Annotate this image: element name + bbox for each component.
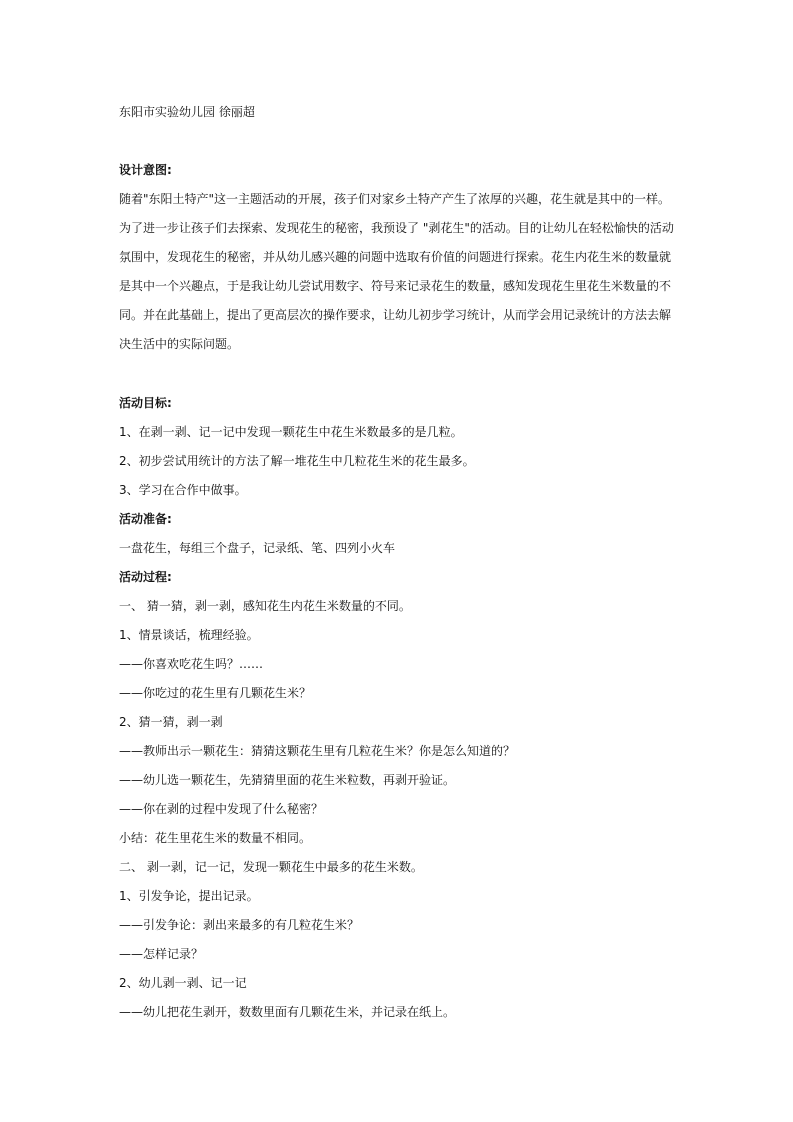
design-line: 是其中一个兴趣点，于是我让幼儿尝试用数字、符号来记录花生的数量，感知发现花生里花生米数量的不 [119,279,672,293]
process-line: ——引发争论：剥出来最多的有几粒花生米？ [119,918,360,932]
process-line: ——幼儿把花生剥开，数数里面有几颗花生米，并记录在纸上。 [119,1005,456,1019]
process-line: ——怎样记录？ [119,947,204,961]
process-line: 二、 剥一剥，记一记，发现一颗花生中最多的花生米数。 [119,860,423,874]
author-line: 东阳市实验幼儿园 徐丽超 [119,105,255,119]
process-line: ——你喜欢吃花生吗？…… [119,657,264,671]
goal-item: 2、初步尝试用统计的方法了解一堆花生中几粒花生米的花生最多。 [119,454,475,468]
design-line: 氛围中，发现花生的秘密，并从幼儿感兴趣的问题中选取有价值的问题进行探索。花生内花生米的数量就 [119,250,672,264]
process-line: 一、 猜一猜，剥一剥，感知花生内花生米数量的不同。 [119,599,411,613]
process-heading: 活动过程: [119,570,172,584]
process-line: ——教师出示一颗花生：猜猜这颗花生里有几粒花生米？你是怎么知道的？ [119,744,516,758]
goals-heading: 活动目标: [119,396,172,410]
design-heading: 设计意图: [119,163,172,177]
process-line: 小结：花生里花生米的数量不相同。 [119,831,312,845]
process-line: 1、引发争论，提出记录。 [119,889,259,903]
goal-item: 1、在剥一剥、记一记中发现一颗花生中花生米数最多的是几粒。 [119,425,463,439]
prep-heading: 活动准备: [119,512,172,526]
design-line: 决生活中的实际问题。 [119,337,240,351]
process-line: ——你在剥的过程中发现了什么秘密？ [119,802,324,816]
process-line: 2、猜一猜，剥一剥 [119,715,223,729]
goal-item: 3、学习在合作中做事。 [119,483,247,497]
process-line: ——幼儿选一颗花生，先猜猜里面的花生米粒数，再剥开验证。 [119,773,456,787]
design-line: 同。并在此基础上，提出了更高层次的操作要求，让幼儿初步学习统计，从而学会用记录统计的方法去解 [119,308,672,322]
design-line: 为了进一步让孩子们去探索、发现花生的秘密，我预设了 "剥花生"的活动。目的让幼儿在轻松愉快的活动 [119,221,674,235]
process-line: ——你吃过的花生里有几颗花生米？ [119,686,312,700]
process-line: 1、情景谈话，梳理经验。 [119,628,259,642]
prep-text: 一盘花生，每组三个盘子，记录纸、笔、四列小火车 [119,541,396,555]
design-line: 随着"东阳土特产"这一主题活动的开展，孩子们对家乡土特产产生了浓厚的兴趣，花生就是其中的一样。 [119,192,671,206]
process-line: 2、幼儿剥一剥、记一记 [119,976,247,990]
